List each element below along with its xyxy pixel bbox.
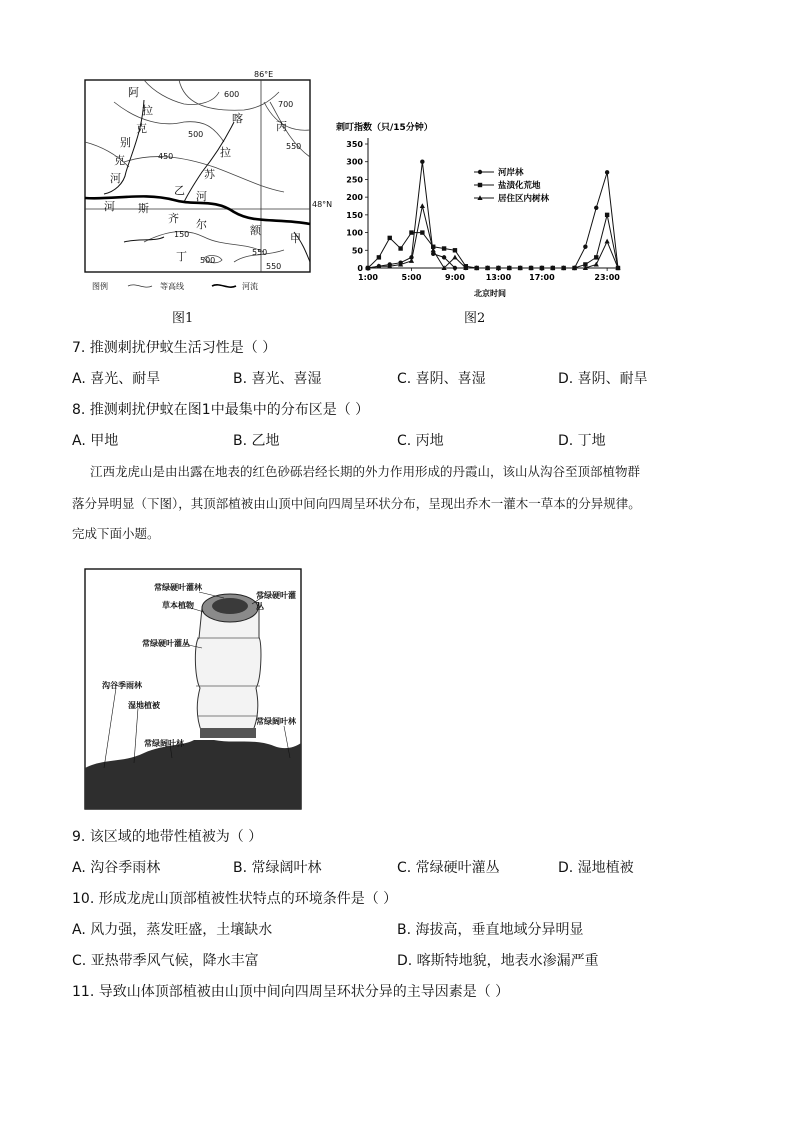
figure2-chart (330, 118, 630, 303)
region-label: 斯 (138, 202, 149, 215)
data-point (442, 246, 446, 250)
data-point (420, 203, 425, 208)
data-point (478, 183, 482, 187)
question-10-option-d[interactable]: D. 喀斯特地貌，地表水渗漏严重 (397, 953, 599, 969)
legend-label: 盐渍化荒地 (498, 181, 541, 191)
region-label: 河 (110, 172, 121, 185)
contour-value: 550 (286, 142, 302, 151)
veg-label: 湿地植被 (128, 701, 160, 710)
region-label-bing: 丙 (276, 120, 287, 133)
region-label: 克 (136, 122, 147, 135)
passage-line-1: 江西龙虎山是由出露在地表的红色砂砾岩经长期的外力作用形成的丹霞山，该山从沟谷至顶部植物群 (90, 464, 641, 479)
question-11-stem: 11. 导致山体顶部植被由山顶中间向四周呈环状分异的主导因素是（ ） (72, 984, 510, 1000)
region-label: 喀 (232, 112, 243, 125)
y-tick-label: 0 (357, 264, 363, 273)
passage-line-2: 落分异明显（下图），其顶部植被由山顶中间向四周呈环状分布，呈现出乔木一灌木一草本的分异规律。 (72, 496, 641, 511)
contour-line (144, 232, 264, 252)
chart-series-group (365, 160, 620, 271)
legend-label: 河岸林 (498, 168, 524, 178)
contour-value: 700 (278, 100, 294, 109)
x-tick-label: 13:00 (485, 273, 512, 282)
region-label-yi: 乙 (174, 184, 185, 197)
region-label: 额 (250, 224, 261, 237)
series-line (368, 162, 618, 268)
data-point (478, 170, 482, 174)
question-8-option-b[interactable]: B. 乙地 (233, 433, 280, 449)
region-label-ding: 丁 (176, 250, 187, 263)
figure3-mountain (84, 568, 302, 810)
veg-label: 常绿阔叶林 (144, 739, 184, 748)
region-label-jia: 甲 (290, 232, 301, 245)
figure1-caption: 图1 (172, 311, 194, 326)
data-point (398, 246, 402, 250)
contour-value: 150 (174, 230, 190, 239)
question-8-option-d[interactable]: D. 丁地 (558, 433, 606, 449)
x-tick-label: 23:00 (594, 273, 620, 282)
legend-river-symbol (212, 285, 236, 287)
data-point (453, 248, 457, 252)
x-tick-label: 1:00 (358, 273, 378, 282)
contour-value: 500 (188, 130, 204, 139)
question-7-option-c[interactable]: C. 喜阴、喜湿 (397, 371, 486, 387)
question-8-option-c[interactable]: C. 丙地 (397, 433, 444, 449)
contour-line (144, 80, 219, 105)
data-point (453, 266, 457, 270)
meridian-label: 86°E (254, 70, 274, 79)
y-tick-label: 50 (351, 246, 363, 256)
passage-line-3: 完成下面小题。 (72, 526, 160, 541)
region-label: 拉 (142, 104, 153, 117)
y-tick-label: 250 (346, 175, 363, 185)
veg-label: 沟谷季雨林 (102, 681, 142, 690)
x-tick-label: 17:00 (529, 273, 555, 282)
legend-contour-symbol (128, 285, 152, 287)
legend-label: 居住区内树林 (498, 194, 550, 204)
region-label: 阿 (128, 86, 139, 99)
data-point (605, 213, 609, 217)
data-point (583, 245, 587, 249)
y-tick-label: 100 (346, 228, 363, 238)
region-label: 克 (114, 154, 125, 167)
data-point (420, 230, 424, 234)
series-triangle (365, 203, 620, 270)
data-point (452, 255, 457, 260)
region-label: 拉 (220, 146, 231, 159)
question-8-option-a[interactable]: A. 甲地 (72, 433, 119, 449)
data-point (377, 255, 381, 259)
question-7-option-b[interactable]: B. 喜光、喜湿 (233, 371, 322, 387)
contour-value: 500 (200, 256, 216, 265)
question-10-stem: 10. 形成龙虎山顶部植被性状特点的环境条件是（ ） (72, 891, 398, 907)
contour-value: 550 (266, 262, 282, 271)
data-point (409, 258, 414, 263)
data-point (388, 236, 392, 240)
y-tick-label: 150 (346, 210, 363, 220)
question-7-option-a[interactable]: A. 喜光、耐旱 (72, 371, 161, 387)
data-point (605, 239, 610, 244)
region-label: 尔 (196, 218, 207, 231)
question-10-option-b[interactable]: B. 海拔高，垂直地域分异明显 (397, 922, 584, 938)
veg-label: 常绿阔叶林 (256, 717, 296, 726)
chart-svg (330, 118, 630, 303)
river-line (124, 237, 164, 242)
question-7-option-d[interactable]: D. 喜阴、耐旱 (558, 371, 648, 387)
data-point (594, 255, 598, 259)
data-point (605, 170, 609, 174)
region-label: 苏 (204, 168, 215, 181)
veg-label: 常绿硬叶灌林 (154, 583, 202, 592)
chart-ylabel: 刺叮指数（只/15分钟） (336, 123, 433, 133)
figure1-map (84, 70, 333, 294)
veg-label: 常绿硬叶灌丛 (256, 591, 296, 611)
contour-value: 450 (158, 152, 174, 161)
legend-river-label: 河流 (242, 282, 258, 291)
question-9-stem: 9. 该区域的地带性植被为（ ） (72, 829, 263, 845)
y-tick-label: 300 (346, 157, 363, 167)
question-9-option-b[interactable]: B. 常绿阔叶林 (233, 860, 322, 876)
region-label: 齐 (168, 212, 179, 225)
series-line (368, 206, 618, 268)
veg-label: 草本植物 (162, 601, 194, 610)
region-label: 别 (120, 136, 131, 149)
data-point (409, 230, 413, 234)
region-label: 河 (196, 190, 207, 203)
chart-legend (474, 167, 550, 204)
contour-value: 550 (252, 248, 268, 257)
question-8-stem: 8. 推测刺扰伊蚊在图1中最集中的分布区是（ ） (72, 402, 370, 418)
question-10-option-a[interactable]: A. 风力强，蒸发旺盛，土壤缺水 (72, 922, 273, 938)
data-point (420, 160, 424, 164)
data-point (594, 262, 599, 267)
y-tick-label: 350 (346, 140, 363, 149)
question-7-stem: 7. 推测刺扰伊蚊生活习性是（ ） (72, 340, 277, 356)
legend-title: 图例 (92, 282, 108, 291)
question-9-option-d[interactable]: D. 湿地植被 (558, 860, 634, 876)
chart-axes (346, 138, 620, 282)
legend-contour-label: 等高线 (160, 282, 184, 291)
question-10-option-c[interactable]: C. 亚热带季风气候，降水丰富 (72, 953, 259, 969)
question-9-option-c[interactable]: C. 常绿硬叶灌丛 (397, 860, 500, 876)
y-tick-label: 200 (346, 193, 363, 203)
x-tick-label: 5:00 (401, 273, 422, 282)
chart-xlabel: 北京时间 (474, 289, 506, 298)
mesa-base-band (200, 728, 256, 738)
veg-label: 常绿硬叶灌丛 (142, 639, 190, 648)
parallel-label: 48°N (312, 200, 333, 209)
contour-value: 600 (224, 90, 240, 99)
data-point (442, 255, 446, 259)
question-9-option-a[interactable]: A. 沟谷季雨林 (72, 860, 161, 876)
region-label: 河 (104, 200, 115, 213)
figure2-caption: 图2 (464, 311, 486, 326)
x-tick-label: 9:00 (445, 273, 465, 282)
top-inner-ring (212, 598, 248, 614)
data-point (594, 206, 598, 210)
series-circle (366, 160, 620, 271)
